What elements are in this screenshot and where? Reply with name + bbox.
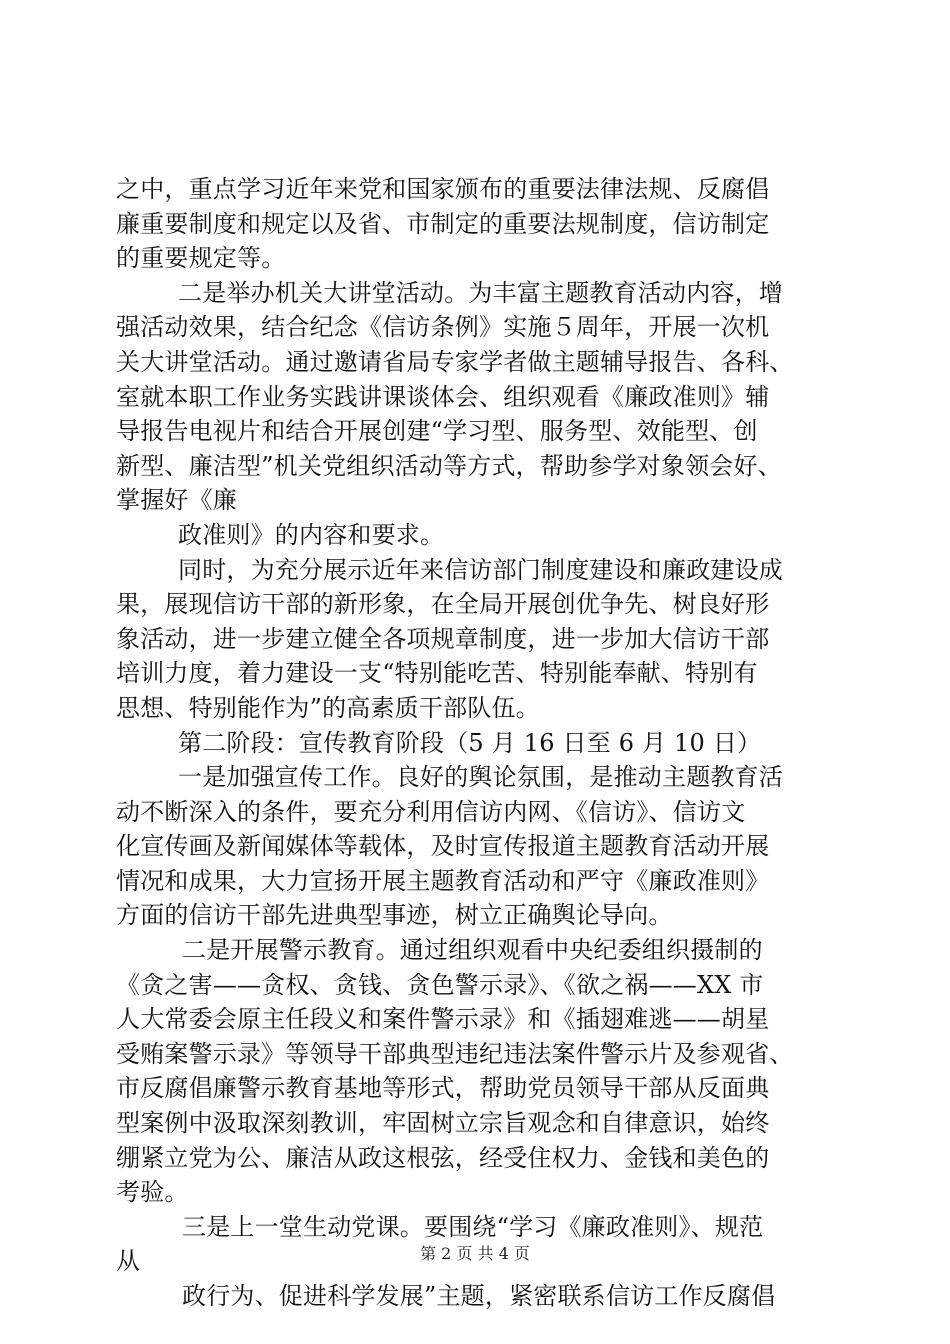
text-line: 果，展现信访干部的新形象，在全局开展创优争先、树良好形 xyxy=(116,590,770,619)
text-line: 政准则》的内容和要求。 xyxy=(178,520,445,549)
text-line: 二是开展警示教育。通过组织观看中央纪委组织摄制的 xyxy=(182,936,763,965)
text-line: 第二阶段：宣传教育阶段（5 月 16 日至 6 月 10 日） xyxy=(178,728,762,757)
text-line: 新型、廉洁型”机关党组织活动等方式，帮助参学对象领会好、 xyxy=(116,451,782,480)
text-line: 的重要规定等。 xyxy=(116,244,286,273)
text-line: 化宣传画及新闻媒体等载体，及时宣传报道主题教育活动开展 xyxy=(116,832,770,861)
text-line: 绷紧立党为公、廉洁从政这根弦，经受住权力、金钱和美色的 xyxy=(116,1143,770,1172)
text-line: 思想、特别能作为”的高素质干部队伍。 xyxy=(116,693,540,722)
page-footer: 第 2 页 共 4 页 xyxy=(420,1244,530,1263)
text-line: 一是加强宣传工作。良好的舆论氛围，是推动主题教育活 xyxy=(178,763,783,792)
text-line: 三是上一堂生动党课。要围绕“学习《廉政准则》、规范 xyxy=(182,1212,764,1241)
text-line: 导报告电视片和结合开展创建“学习型、服务型、效能型、创 xyxy=(116,417,758,446)
text-line: 掌握好《廉 xyxy=(116,486,237,515)
text-line: 方面的信访干部先进典型事迹，树立正确舆论导向。 xyxy=(116,901,673,930)
text-line: 廉重要制度和规定以及省、市制定的重要法规制度，信访制定 xyxy=(116,209,770,238)
text-line: 型案例中汲取深刻教训，牢固树立宗旨观念和自律意识，始终 xyxy=(116,1109,770,1138)
text-line: 考验。 xyxy=(116,1178,189,1207)
text-line: 政行为、促进科学发展”主题，紧密联系信访工作反腐倡 xyxy=(182,1282,776,1310)
text-line: 人大常委会原主任段义和案件警示录》和《插翅难逃——胡星 xyxy=(116,1005,770,1034)
text-line: 关大讲堂活动。通过邀请省局专家学者做主题辅导报告、各科、 xyxy=(116,347,794,376)
text-line: 培训力度，着力建设一支“特别能吃苦、特别能奉献、特别有 xyxy=(116,659,758,688)
text-line: 受贿案警示录》等领导干部典型违纪违法案件警示片及参观省、 xyxy=(116,1039,794,1068)
text-line: 情况和成果，大力宣扬开展主题教育活动和严守《廉政准则》 xyxy=(116,866,770,895)
text-line: 象活动，进一步建立健全各项规章制度，进一步加大信访干部 xyxy=(116,624,770,653)
text-line: 《贪之害——贪权、贪钱、贪色警示录》、《欲之祸——XX 市 xyxy=(116,970,764,999)
text-line: 强活动效果，结合纪念《信访条例》实施５周年，开展一次机 xyxy=(116,313,770,342)
text-line: 从 xyxy=(116,1247,141,1276)
text-line: 市反腐倡廉警示教育基地等形式，帮助党员领导干部从反面典 xyxy=(116,1074,770,1103)
body-text xyxy=(116,172,836,1314)
text-line: 二是举办机关大讲堂活动。为丰富主题教育活动内容，增 xyxy=(178,278,783,307)
text-line: 之中，重点学习近年来党和国家颁布的重要法律法规、反腐倡 xyxy=(116,175,770,203)
text-line: 同时，为充分展示近年来信访部门制度建设和廉政建设成 xyxy=(178,555,783,584)
text-line: 动不断深入的条件，要充分利用信访内网、《信访》、信访文 xyxy=(116,797,746,826)
text-line: 室就本职工作业务实践讲课谈体会、组织观看《廉政准则》辅 xyxy=(116,382,770,411)
